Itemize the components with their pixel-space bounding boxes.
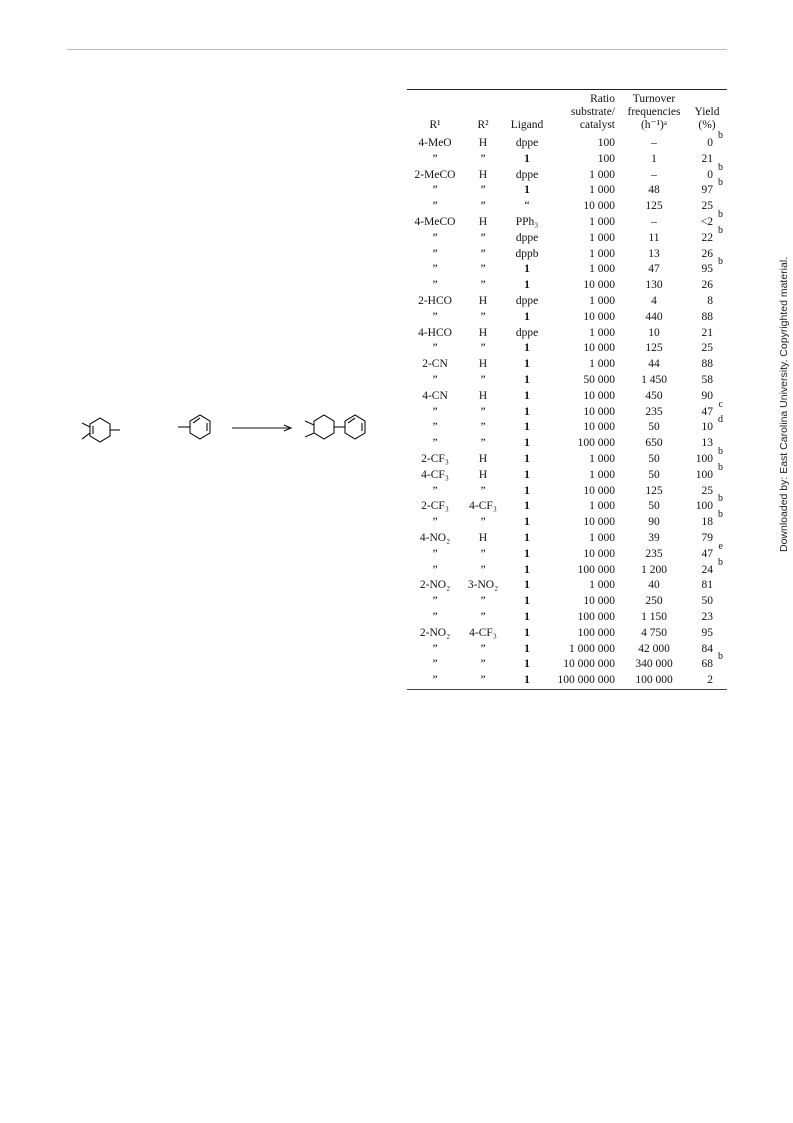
- results-table: [407, 90, 727, 689]
- table-row: [407, 168, 727, 184]
- table-row: [407, 610, 727, 626]
- cell-yield: 26: [701, 279, 713, 292]
- cell-r1: 4-NO₂: [419, 531, 451, 544]
- cell-turnover: 50: [648, 500, 660, 513]
- table-row: [407, 547, 727, 563]
- cell-turnover: 440: [645, 310, 663, 323]
- cell-r1: ”: [432, 421, 438, 434]
- cell-ratio: 100: [597, 137, 615, 149]
- cell-ligand: 1: [524, 563, 530, 576]
- cell-ratio: 1 000: [589, 326, 615, 339]
- cell-r2: H: [478, 389, 488, 402]
- table-row: [407, 231, 727, 247]
- yield-value: 10: [701, 421, 713, 434]
- cell-ratio: 10 000: [583, 516, 615, 529]
- cell-yield: [687, 130, 727, 152]
- cell-r1: ”: [432, 642, 438, 655]
- cell-r1: ”: [432, 484, 438, 497]
- cell-turnover: 1 150: [641, 610, 667, 623]
- table-row: [407, 642, 727, 658]
- table-row: [407, 420, 727, 436]
- cell-ligand: 1: [524, 531, 530, 544]
- cell-r1: 2-MeCO: [414, 168, 456, 181]
- cell-yield: [687, 651, 727, 673]
- cell-turnover: 47: [648, 263, 660, 276]
- footnote-marker: b: [718, 445, 723, 457]
- cell-turnover: 39: [648, 531, 660, 544]
- cell-r2: H: [478, 358, 488, 371]
- cell-ligand: 1: [524, 500, 530, 513]
- yield-value: 0: [707, 168, 713, 181]
- footnote-marker: c: [718, 398, 723, 410]
- table-row: [407, 294, 727, 310]
- cell-yield: [687, 256, 727, 278]
- cell-r1: 2-NO₂: [419, 626, 451, 639]
- cell-yield: [687, 461, 727, 484]
- cell-ratio: 10 000: [583, 484, 615, 497]
- table-row: [407, 199, 727, 215]
- yield-value: 100: [695, 500, 713, 513]
- yield-value: 100: [695, 452, 713, 465]
- table-body: [407, 130, 727, 689]
- cell-yield: 81: [701, 579, 713, 592]
- table-bottom-rule: [407, 689, 727, 690]
- yield-value: 47: [701, 547, 713, 560]
- cell-ratio: 100 000: [577, 610, 615, 623]
- cell-r2: H: [478, 294, 488, 307]
- yield-value: 100: [695, 468, 713, 481]
- cell-ligand: 1: [524, 658, 530, 671]
- cell-ligand: 1: [524, 279, 530, 292]
- cell-r1: ”: [432, 152, 438, 165]
- cell-r2: ”: [480, 421, 486, 434]
- cell-ligand: 1: [524, 452, 530, 465]
- cell-ratio: 100: [597, 152, 615, 165]
- cell-yield: 88: [701, 310, 713, 323]
- cell-ligand: dppe: [515, 137, 539, 149]
- cell-turnover: 40: [648, 579, 660, 592]
- cell-r2: ”: [480, 342, 486, 355]
- cell-turnover: 450: [645, 389, 663, 402]
- cell-r2: ”: [480, 200, 486, 213]
- cell-turnover: 125: [645, 342, 663, 355]
- cell-ligand: 1: [524, 626, 530, 639]
- yield-value: 0: [707, 137, 713, 149]
- cell-r2: 4-CF₃: [469, 500, 497, 513]
- header-yield: Yield (%): [694, 106, 720, 131]
- table-row: [407, 183, 727, 199]
- substituted-arene-structure: [82, 418, 120, 442]
- cell-r2: ”: [480, 547, 486, 560]
- cell-r1: ”: [432, 231, 438, 244]
- cell-yield: 25: [701, 200, 713, 213]
- cell-yield: 21: [701, 152, 713, 165]
- cell-r1: 2-HCO: [418, 294, 452, 307]
- cell-turnover: 235: [645, 405, 663, 418]
- cell-turnover: 10: [648, 326, 660, 339]
- cell-turnover: 1 450: [641, 373, 667, 386]
- cell-r1: 4-MeCO: [414, 215, 456, 228]
- cell-ratio: 10 000: [583, 200, 615, 213]
- yield-value: 95: [701, 263, 713, 276]
- watermark-text: Downloaded by: East Carolina University. Copyrighted material.: [778, 256, 790, 552]
- cell-ratio: 10 000: [583, 421, 615, 434]
- table-row: [407, 136, 727, 152]
- cell-ratio: 1 000: [589, 247, 615, 260]
- table-row: [407, 452, 727, 468]
- cell-turnover: 1: [651, 152, 657, 165]
- cell-turnover: 130: [645, 279, 663, 292]
- cell-ratio: 1 000: [589, 531, 615, 544]
- cell-turnover: 125: [645, 200, 663, 213]
- cell-ratio: 1 000: [589, 500, 615, 513]
- table-row: [407, 152, 727, 168]
- cell-r2: ”: [480, 263, 486, 276]
- cell-r1: ”: [432, 184, 438, 197]
- cell-r2: ”: [480, 674, 486, 687]
- table-row: [407, 499, 727, 515]
- cell-ligand: 1: [524, 468, 530, 481]
- cell-ratio: 100 000: [577, 563, 615, 576]
- footnote-marker: b: [718, 461, 723, 473]
- table-row: [407, 673, 727, 689]
- cell-r2: ”: [480, 184, 486, 197]
- table-row: [407, 436, 727, 452]
- cell-ligand: 1: [524, 152, 530, 165]
- cell-ratio: 1 000: [589, 358, 615, 371]
- cell-r2: ”: [480, 279, 486, 292]
- cell-ligand: dppe: [515, 231, 539, 244]
- cell-turnover: 4: [651, 294, 657, 307]
- cell-r1: ”: [432, 247, 438, 260]
- cell-ratio: 10 000: [583, 547, 615, 560]
- cell-turnover: 100 000: [635, 674, 673, 687]
- table-row: [407, 468, 727, 484]
- cell-yield: 79: [701, 531, 713, 544]
- cell-yield: 26: [701, 247, 713, 260]
- cell-ligand: 1: [524, 373, 530, 386]
- cell-turnover: 340 000: [635, 658, 673, 671]
- cell-ratio: 10 000: [583, 389, 615, 402]
- page-top-rule: [67, 49, 727, 50]
- table-row: [407, 373, 727, 389]
- cell-r1: ”: [432, 342, 438, 355]
- footnote-marker: b: [718, 177, 723, 189]
- biaryl-product-structure: [305, 415, 365, 439]
- cell-r2: ”: [480, 516, 486, 529]
- cell-turnover: 42 000: [638, 642, 670, 655]
- cell-yield: [687, 414, 727, 436]
- yield-value: 97: [701, 184, 713, 197]
- cell-ratio: 10 000: [583, 405, 615, 418]
- cell-ratio: 1 000: [589, 452, 615, 465]
- footnote-marker: d: [718, 414, 723, 426]
- cell-r1: ”: [432, 674, 438, 687]
- cell-yield: 95: [701, 626, 713, 639]
- footnote-marker: b: [718, 509, 723, 521]
- cell-r2: H: [478, 531, 488, 544]
- cell-r1: 2-NO₂: [419, 579, 451, 592]
- cell-ligand: 1: [524, 595, 530, 608]
- cell-ratio: 1 000: [589, 215, 615, 228]
- cell-turnover: 44: [648, 358, 660, 371]
- cell-r2: 3-NO₂: [467, 579, 499, 592]
- cell-turnover: 4 750: [641, 626, 667, 639]
- cell-r1: ”: [432, 610, 438, 623]
- cell-yield: 25: [701, 484, 713, 497]
- cell-ligand: 1: [524, 310, 530, 323]
- table-row: [407, 357, 727, 373]
- table-row: [407, 563, 727, 579]
- results-table-container: [407, 89, 727, 690]
- cell-ratio: 1 000: [589, 263, 615, 276]
- cell-r1: ”: [432, 263, 438, 276]
- table-header-row: [407, 90, 727, 136]
- cell-yield: 8: [707, 294, 713, 307]
- cell-ligand: “: [524, 200, 530, 213]
- cell-r2: ”: [480, 247, 486, 260]
- cell-r2: ”: [480, 310, 486, 323]
- cell-ligand: dppe: [515, 326, 539, 339]
- cell-r2: ”: [480, 373, 486, 386]
- cell-ratio: 1 000: [589, 579, 615, 592]
- cell-ratio: 100 000: [577, 437, 615, 450]
- cell-yield: 50: [701, 595, 713, 608]
- cell-r1: 4-MeO: [418, 137, 452, 149]
- table-row: [407, 310, 727, 326]
- cell-yield: [687, 224, 727, 247]
- cell-turnover: 1 200: [641, 563, 667, 576]
- cell-ratio: 1 000: [589, 184, 615, 197]
- cell-ligand: 1: [524, 389, 530, 402]
- cell-r1: ”: [432, 516, 438, 529]
- cell-turnover: 50: [648, 468, 660, 481]
- cell-r2: ”: [480, 610, 486, 623]
- cell-ligand: 1: [524, 547, 530, 560]
- cell-r1: ”: [432, 595, 438, 608]
- cell-r2: H: [478, 137, 488, 149]
- cell-yield: 58: [701, 373, 713, 386]
- cell-ligand: dppb: [515, 247, 539, 260]
- cell-ligand: 1: [524, 484, 530, 497]
- cell-ratio: 1 000 000: [569, 642, 615, 655]
- cell-ratio: 100 000: [577, 626, 615, 639]
- table-row: [407, 515, 727, 531]
- cell-turnover: 235: [645, 547, 663, 560]
- cell-r2: H: [478, 168, 488, 181]
- table-row: [407, 657, 727, 673]
- cell-r2: H: [478, 452, 488, 465]
- cell-ligand: 1: [524, 342, 530, 355]
- cell-yield: [687, 509, 727, 531]
- cell-turnover: 50: [648, 452, 660, 465]
- cell-ligand: 1: [524, 405, 530, 418]
- footnote-marker: b: [718, 556, 723, 568]
- header-r2: R²: [477, 119, 489, 131]
- cell-r1: ”: [432, 200, 438, 213]
- reaction-arrow: [232, 425, 291, 431]
- cell-r2: H: [478, 326, 488, 339]
- yield-value: 24: [701, 563, 713, 576]
- cell-ratio: 10 000: [583, 595, 615, 608]
- header-ratio: Ratio substrate/ catalyst: [570, 93, 615, 131]
- cell-yield: 23: [701, 610, 713, 623]
- footnote-marker: b: [718, 256, 723, 268]
- cell-r1: ”: [432, 563, 438, 576]
- footnote-marker: b: [718, 208, 723, 220]
- cell-ratio: 1 000: [589, 168, 615, 181]
- cell-turnover: –: [651, 137, 657, 149]
- cell-r2: ”: [480, 642, 486, 655]
- cell-ligand: 1: [524, 263, 530, 276]
- yield-value: <2: [700, 215, 713, 228]
- cell-ligand: 1: [524, 184, 530, 197]
- table-row: [407, 531, 727, 547]
- cell-yield: 84: [701, 642, 713, 655]
- footnote-marker: b: [718, 493, 723, 505]
- cell-turnover: –: [651, 215, 657, 228]
- cell-turnover: 650: [645, 437, 663, 450]
- cell-r2: ”: [480, 563, 486, 576]
- table-row: [407, 278, 727, 294]
- cell-ligand: PPh₃: [515, 215, 539, 228]
- cell-ratio: 1 000: [589, 231, 615, 244]
- cell-r2: ”: [480, 152, 486, 165]
- cell-yield: 13: [701, 437, 713, 450]
- cell-turnover: 48: [648, 184, 660, 197]
- yield-value: 47: [701, 405, 713, 418]
- cell-ratio: 10 000: [583, 279, 615, 292]
- yield-value: 22: [701, 231, 713, 244]
- yield-value: 68: [701, 658, 713, 671]
- table-row: [407, 405, 727, 421]
- cell-r1: ”: [432, 373, 438, 386]
- cell-r1: 2-CN: [422, 358, 448, 371]
- cell-yield: 25: [701, 342, 713, 355]
- cell-r1: 4-CF₃: [421, 468, 449, 481]
- cell-r1: 2-CF₃: [421, 500, 449, 513]
- cell-ligand: 1: [524, 579, 530, 592]
- cell-yield: [687, 177, 727, 199]
- cell-turnover: 11: [648, 231, 660, 244]
- cell-ligand: 1: [524, 610, 530, 623]
- cell-r1: ”: [432, 279, 438, 292]
- cell-r2: 4-CF₃: [469, 626, 497, 639]
- table-row: [407, 262, 727, 278]
- cell-ligand: 1: [524, 437, 530, 450]
- header-r1: R¹: [429, 119, 441, 131]
- table-row: [407, 626, 727, 642]
- table-row: [407, 389, 727, 405]
- cell-r1: 4-HCO: [418, 326, 452, 339]
- cell-ratio: 1 000: [589, 468, 615, 481]
- footnote-marker: e: [718, 540, 723, 552]
- table-row: [407, 341, 727, 357]
- cell-turnover: –: [651, 168, 657, 181]
- cell-turnover: 90: [648, 516, 660, 529]
- cell-r2: H: [478, 468, 488, 481]
- cell-r1: ”: [432, 405, 438, 418]
- cell-r1: ”: [432, 658, 438, 671]
- cell-turnover: 125: [645, 484, 663, 497]
- cell-ligand: 1: [524, 642, 530, 655]
- cell-ligand: 1: [524, 516, 530, 529]
- cell-ratio: 100 000 000: [557, 674, 615, 687]
- footnote-marker: b: [718, 130, 723, 141]
- cell-r2: ”: [480, 231, 486, 244]
- table-row: [407, 326, 727, 342]
- cell-yield: 88: [701, 358, 713, 371]
- cell-ligand: 1: [524, 421, 530, 434]
- header-turnover: Turnover frequencies (h⁻¹)ᵃ: [627, 93, 681, 131]
- cell-ratio: 10 000: [583, 342, 615, 355]
- yield-value: 18: [701, 516, 713, 529]
- cell-yield: 2: [707, 674, 713, 687]
- cell-r1: ”: [432, 310, 438, 323]
- footnote-marker: b: [718, 651, 723, 663]
- table-row: [407, 594, 727, 610]
- cell-r2: ”: [480, 437, 486, 450]
- cell-r2: ”: [480, 484, 486, 497]
- table-row: [407, 215, 727, 231]
- cell-yield: 21: [701, 326, 713, 339]
- reaction-scheme: [60, 400, 400, 470]
- header-ligand: Ligand: [510, 119, 544, 131]
- aryl-partner-structure: [178, 415, 210, 439]
- cell-turnover: 13: [648, 247, 660, 260]
- table-row: [407, 484, 727, 500]
- cell-ligand: dppe: [515, 294, 539, 307]
- cell-ligand: 1: [524, 358, 530, 371]
- cell-yield: 90: [701, 389, 713, 402]
- footnote-marker: b: [718, 224, 723, 236]
- cell-turnover: 50: [648, 421, 660, 434]
- cell-turnover: 250: [645, 595, 663, 608]
- cell-r1: ”: [432, 547, 438, 560]
- cell-r1: 2-CF₃: [421, 452, 449, 465]
- footnote-marker: b: [718, 161, 723, 173]
- cell-ratio: 50 000: [583, 373, 615, 386]
- table-row: [407, 578, 727, 594]
- table-row: [407, 247, 727, 263]
- cell-ratio: 1 000: [589, 294, 615, 307]
- cell-yield: [687, 556, 727, 579]
- cell-r2: ”: [480, 405, 486, 418]
- cell-ligand: dppe: [515, 168, 539, 181]
- cell-r1: 4-CN: [422, 389, 448, 402]
- cell-ratio: 10 000 000: [563, 658, 615, 671]
- cell-r2: ”: [480, 658, 486, 671]
- cell-ligand: 1: [524, 674, 530, 687]
- cell-r2: H: [478, 215, 488, 228]
- cell-ratio: 10 000: [583, 310, 615, 323]
- cell-r1: ”: [432, 437, 438, 450]
- cell-r2: ”: [480, 595, 486, 608]
